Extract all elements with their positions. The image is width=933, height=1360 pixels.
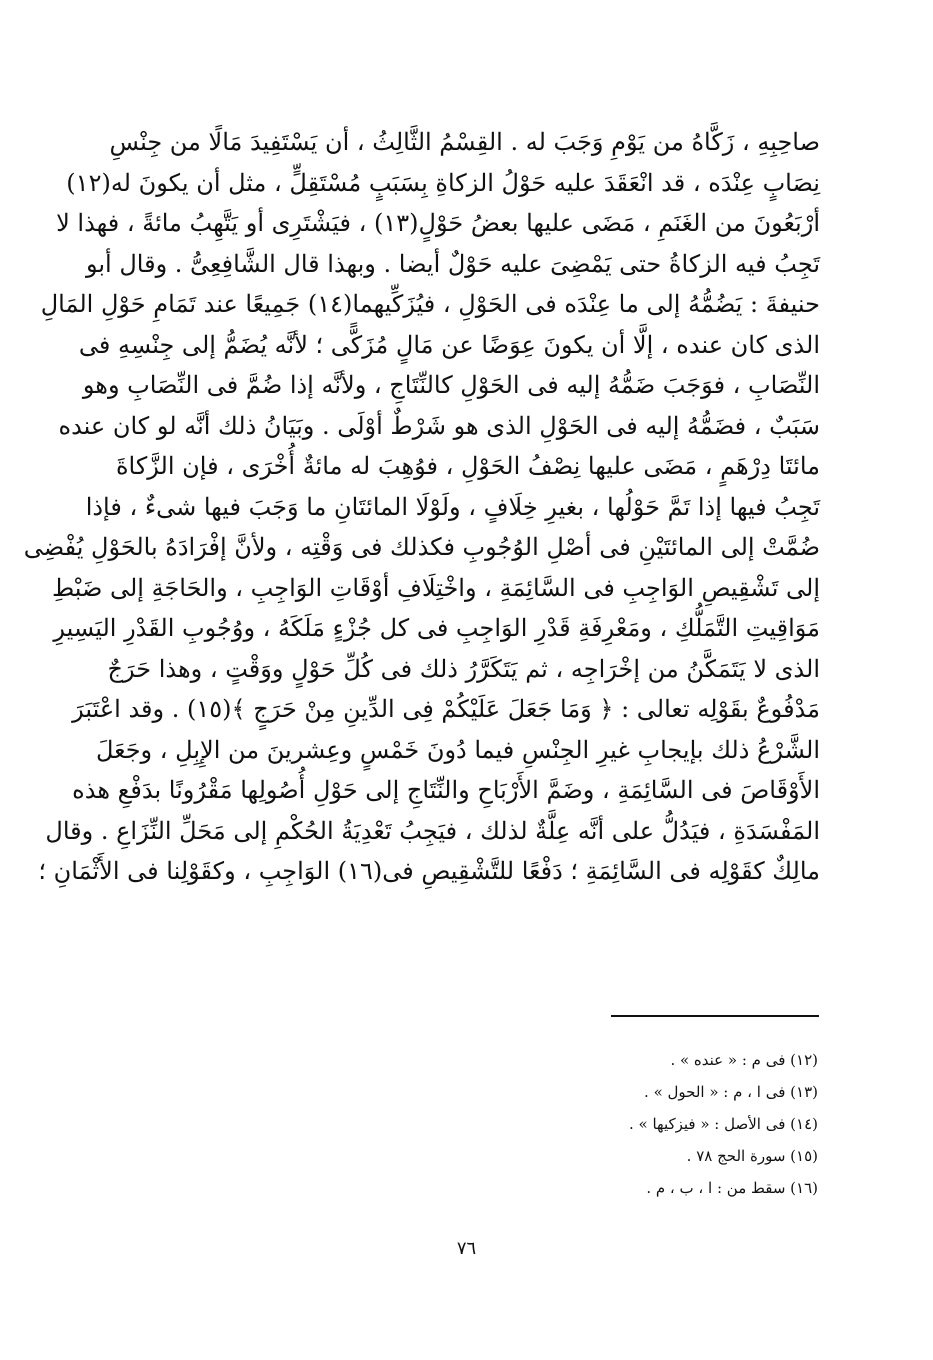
text-line: مالِكٌ كقَوْلِه فى السَّائِمَةِ ؛ دَفْعًا للتَّشْقِيصِ فى(١٦) الوَاجِبِ ، وكقَوْلِنا فى الأَثْمَانِ ؛ [38,857,820,885]
text-line: حنيفةَ : يَضُمُّهُ إلى ما عِنْدَه فى الحَوْلِ ، فيُزَكِّيهما(١٤) جَمِيعًا عند تَمَامِ حَوْلِ المَالِ [40,290,820,318]
main-text [23,122,820,892]
text-line: المَفْسَدَةِ ، فيَدُلُّ على أنَّه عِلَّةٌ لذلك ، فيَجِبُ تَعْدِيَةُ الحُكْمِ إلى مَحَلِّ النِّزَاعِ . وقال [45,816,820,845]
text-line: الشَّرْعُ ذلك بإيجابِ غيرِ الجِنْسِ فيما دُونَ خَمْسٍ وعِشرينَ من الإِبِلِ ، وجَعَلَ [95,735,820,764]
text-line: مَدْفُوعٌ بقَوْلِه تعالى : ﴿ وَمَا جَعَلَ عَلَيْكُمْ فِى الدِّينِ مِنْ حَرَجٍ ﴾(١٥) . وقد اعْتَبَرَ [72,695,820,723]
footnote: (١٤) فى الأصل : « فيزكيها » . [628,1115,818,1133]
text-line: سَبَبٌ ، فضَمُّهُ إليه فى الحَوْلِ الذى هو شَرْطٌ أوْلَى . وبَيَانُ ذلك أنَّه لو كان عنده [58,411,820,440]
text-line: نِصَابٍ عِنْدَه ، قد انْعَقَدَ عليه حَوْلُ الزكاةِ بِسَبَبٍ مُسْتَقِلٍّ ، مثل أن يكونَ له(١٢) [66,168,820,197]
text-line: صاحِبِهِ ، زَكَّاهُ من يَوْمِ وَجَبَ له . القِسْمُ الثَّالِثُ ، أن يَسْتَفِيدَ مَالًا من جِنْسِ [109,128,820,156]
text-line: تَجِبُ فيه الزكاةُ حتى يَمْضِىَ عليه حَوْلٌ أيضا . وبهذا قال الشَّافِعِىُّ . وقال أبو [85,249,820,278]
footnotes [400,1044,818,1204]
footnote: (١٦) سقط من : ا ، ب ، م . [646,1179,818,1197]
footnote: (١٥) سورة الحج ٧٨ . [686,1147,818,1165]
text-line: أرْبَعُونَ من الغَنَمِ ، مَضَى عليها بعضُ حَوْلٍ(١٣) ، فيَشْتَرِى أو يَتَّهِبُ مائةً ، فهذا لا [56,209,820,237]
text-line: مَوَاقِيتِ التَّمَلُّكِ ، ومَعْرِفَةِ قَدْرِ الوَاجِبِ فى كل جُزْءٍ مَلَكَهُ ، ووُجُوبِ القَدْرِ اليَسِيرِ [53,614,820,642]
footnote: (١٢) فى م : « عنده » . [670,1051,818,1069]
text-line: الذى لا يَتَمَكَّنُ من إخْرَاجِه ، ثم يَتَكَرَّرُ ذلك فى كُلِّ حَوْلٍ ووَقْتٍ ، وهذا حَرَجٌ [107,654,820,683]
footnote-separator [611,1015,819,1017]
page-number: ٧٦ [456,1238,477,1259]
text-line: مائتَا دِرْهَمٍ ، مَضَى عليها نِصْفُ الحَوْلِ ، فوُهِبَ له مائةٌ أُخْرَى ، فإن الزَّكاةَ [115,452,820,480]
footnote: (١٣) فى ا ، م : « الحول » . [644,1083,818,1101]
text-line: الذى كان عنده ، إلَّا أن يكونَ عِوَضًا عن مَالٍ مُزَكًّى ؛ لأنَّه يُضَمُّ إلى جِنْسِهِ فى [78,330,820,359]
text-line: إلى تَشْقِيصِ الوَاجِبِ فى السَّائِمَةِ ، واخْتِلَافِ أوْقَاتِ الوَاجِبِ ، والحَاجَةِ إلى ضَبْطِ [51,573,820,602]
text-line: ضُمَّتْ إلى المائتَيْنِ فى أصْلِ الوُجُوبِ فكذلك فى وَقْتِه ، ولأنَّ إفْرَادَهُ بالحَوْلِ يُفْضِى [23,533,820,561]
text-line: تَجِبُ فيها إذا تَمَّ حَوْلُها ، بغيرِ خِلَافٍ ، ولَوْلَا المائتَانِ ما وَجَبَ فيها شىءٌ ، فإذا [85,492,820,521]
text-line: النِّصَابِ ، فوَجَبَ ضَمُّهُ إليه فى الحَوْلِ كالنِّتَاجِ ، ولأنَّه إذا ضُمَّ فى النِّصَابِ وهو [82,371,820,399]
text-line: الأَوْقَاصَ فى السَّائِمَةِ ، وضَمَّ الأَرْبَاحِ والنِّتَاجِ إلى حَوْلِ أُصُولِها مَقْرُونًا بدَفْعِ هذه [72,776,820,804]
